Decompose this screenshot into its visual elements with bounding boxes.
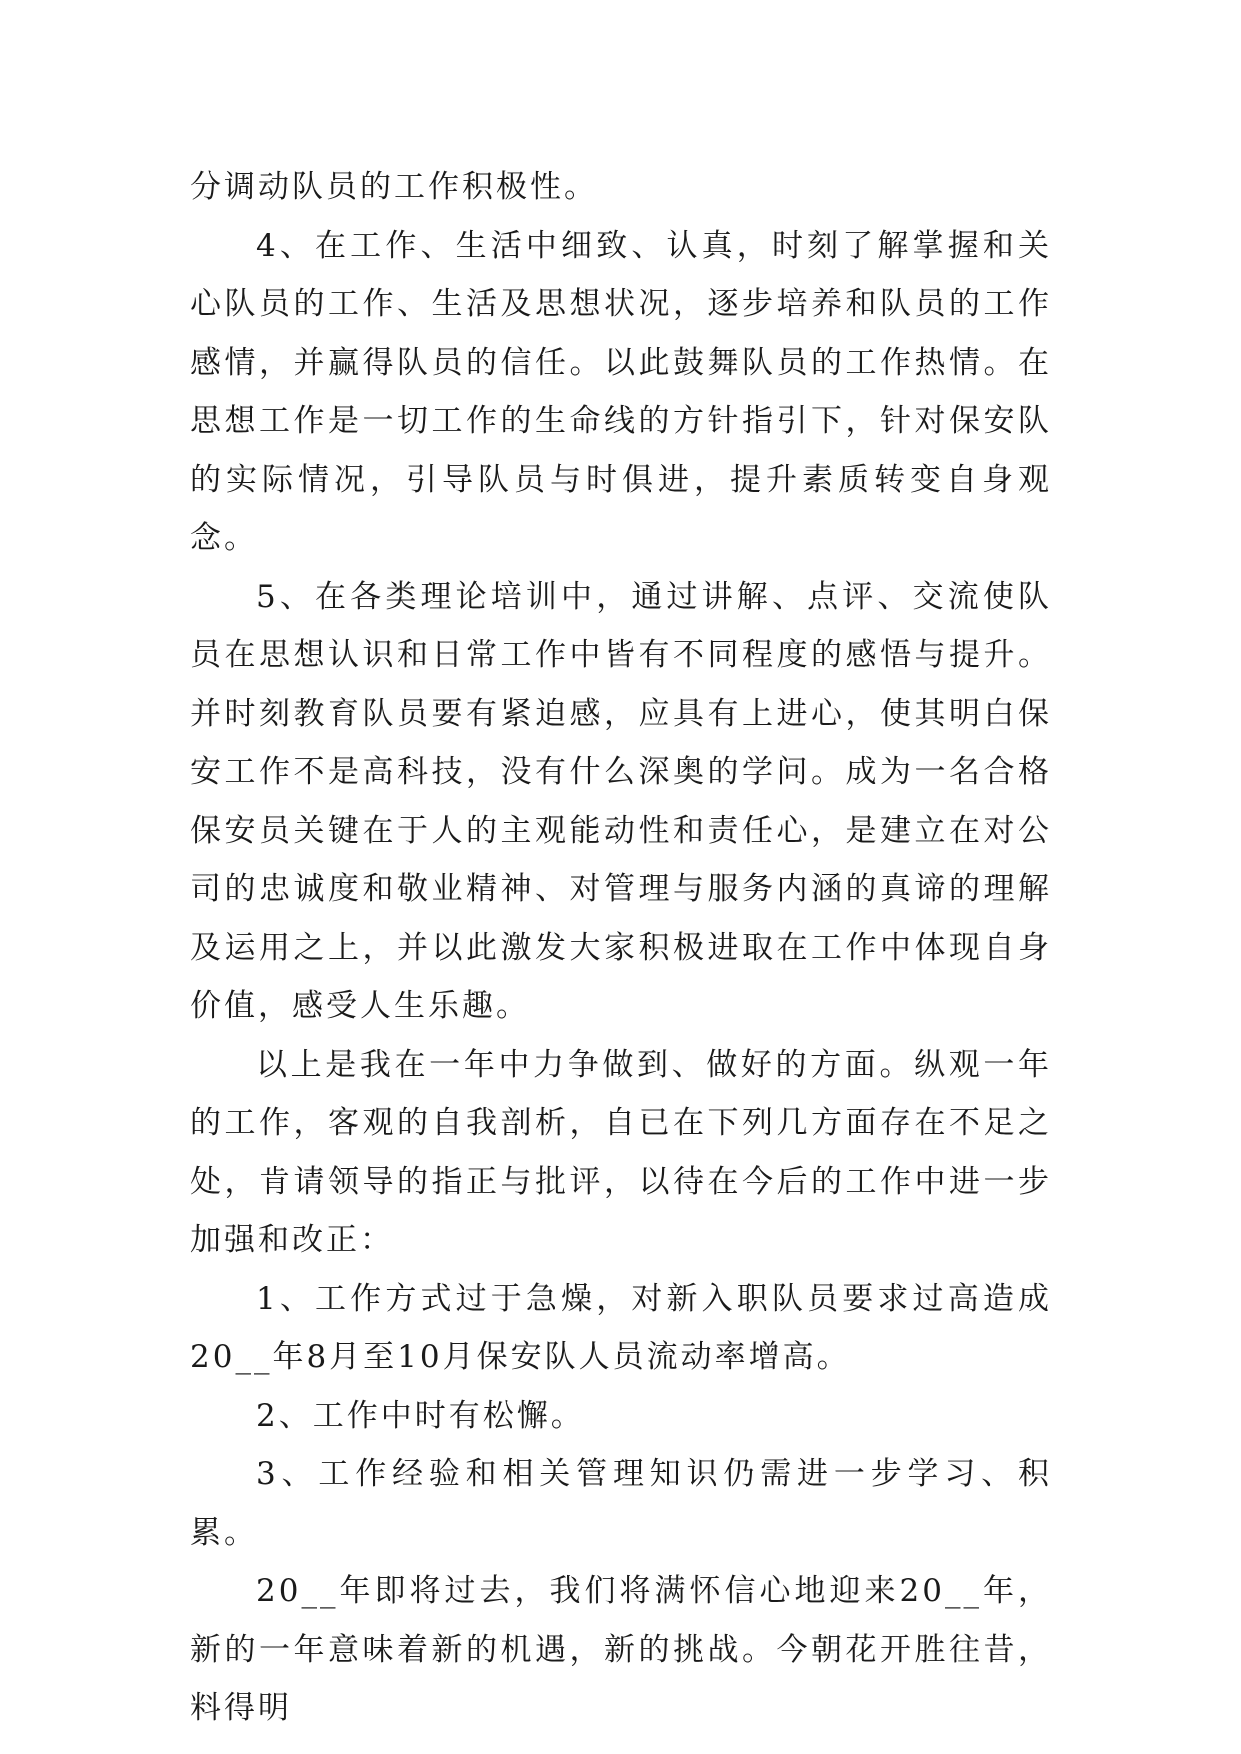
paragraph-shortcoming-2: 2、工作中时有松懈。	[256, 1397, 585, 1434]
paragraph-item-5: 5、在各类理论培训中，通过讲解、点评、交流使队员在思想认识和日常工作中皆有不同程度的感悟与提升。并时刻教育队员要有紧迫感，应具有上进心，使其明白保安工作不是高科技，没有什么深奥的学问。成为一名合格保安员关键在于人的主观能动性和责任心，是建立在对公司的忠诚度和敬业精神、对管理与服务内涵的真谛的理解及运用之上，并以此激发大家积极进取在工作中体现自身价值，感受人生乐趣。	[190, 578, 1052, 1024]
paragraph-summary: 以上是我在一年中力争做到、做好的方面。纵观一年的工作，客观的自我剖析，自已在下列几方面存在不足之处，肯请领导的指正与批评，以待在今后的工作中进一步加强和改正：	[190, 1046, 1052, 1258]
paragraph-continuation: 分调动队员的工作积极性。	[190, 169, 598, 205]
paragraph-shortcoming-3: 3、工作经验和相关管理知识仍需进一步学习、积累。	[190, 1456, 1052, 1551]
paragraph-shortcoming-1: 1、工作方式过于急燥，对新入职队员要求过高造成20__年8月至10月保安队人员流动率增高。	[190, 1280, 1052, 1375]
document-body	[190, 158, 1052, 1738]
paragraph-item-4: 4、在工作、生活中细致、认真，时刻了解掌握和关心队员的工作、生活及思想状况，逐步培养和队员的工作感情，并赢得队员的信任。以此鼓舞队员的工作热情。在思想工作是一切工作的生命线的方针指引下，针对保安队的实际情况，引导队员与时俱进，提升素质转变自身观念。	[190, 227, 1052, 556]
paragraph-outlook: 20__年即将过去，我们将满怀信心地迎来20__年，新的一年意味着新的机遇，新的挑战。今朝花开胜往昔，料得明	[190, 1573, 1052, 1726]
